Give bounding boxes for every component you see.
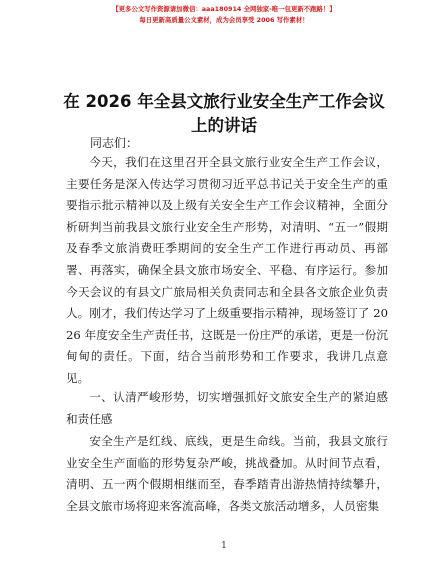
section-heading-1: 一、认清严峻形势，切实增强抓好文旅安全生产的紧迫感和责任感: [66, 390, 388, 426]
promo-banner-line-1: 【更多公文写作资源请加微信：aaa180914 全网独家-唯一包更新不跑路！】: [112, 5, 336, 13]
paragraph-intro: 今天，我们在这里召开全县文旅行业安全生产工作会议，主要任务是深入传达学习贯彻习近平总书记关于安全生产的重要指示批示精神以及上级有关安全生产工作会议精神，全面分析研判当前我县文旅行业安全生产形势，对清明、“五一”假期及春季文旅消费旺季期间的安全生产工作进行再动员、再部署、再落实，确保全县文旅市场安全、平稳、有序运行。参加今天会议的有县文广旅局相关负责同志和全县各文旅企业负责人。刚才，我们传达学习了上级重要指示精神，现场签订了 2026 年度安全生产责任书，这既是一份庄严的承诺，更是一份沉甸甸的责任。下面，结合当前形势和工作要求，我讲几点意见。: [66, 155, 388, 385]
salutation: 同志们：: [90, 136, 139, 150]
paragraph-section-1: 安全生产是红线、底线，更是生命线。当前，我县文旅行业安全生产面临的形势复杂严峻，挑战叠加。从时间节点看，清明、五一两个假期相继而至，春季踏青出游热情持续攀升，全县文旅市场将迎来客流高峰，各类文旅活动增多，人员密集: [66, 434, 388, 513]
promo-banner: [0, 4, 448, 26]
page-number: 1: [221, 541, 227, 551]
document-title: 在 2026 年全县文旅行业安全生产工作会议上的讲话: [63, 92, 385, 135]
promo-banner-line-2: 每日更新高质量公文素材，成为会员享受 2006 写作素材！: [139, 16, 309, 24]
